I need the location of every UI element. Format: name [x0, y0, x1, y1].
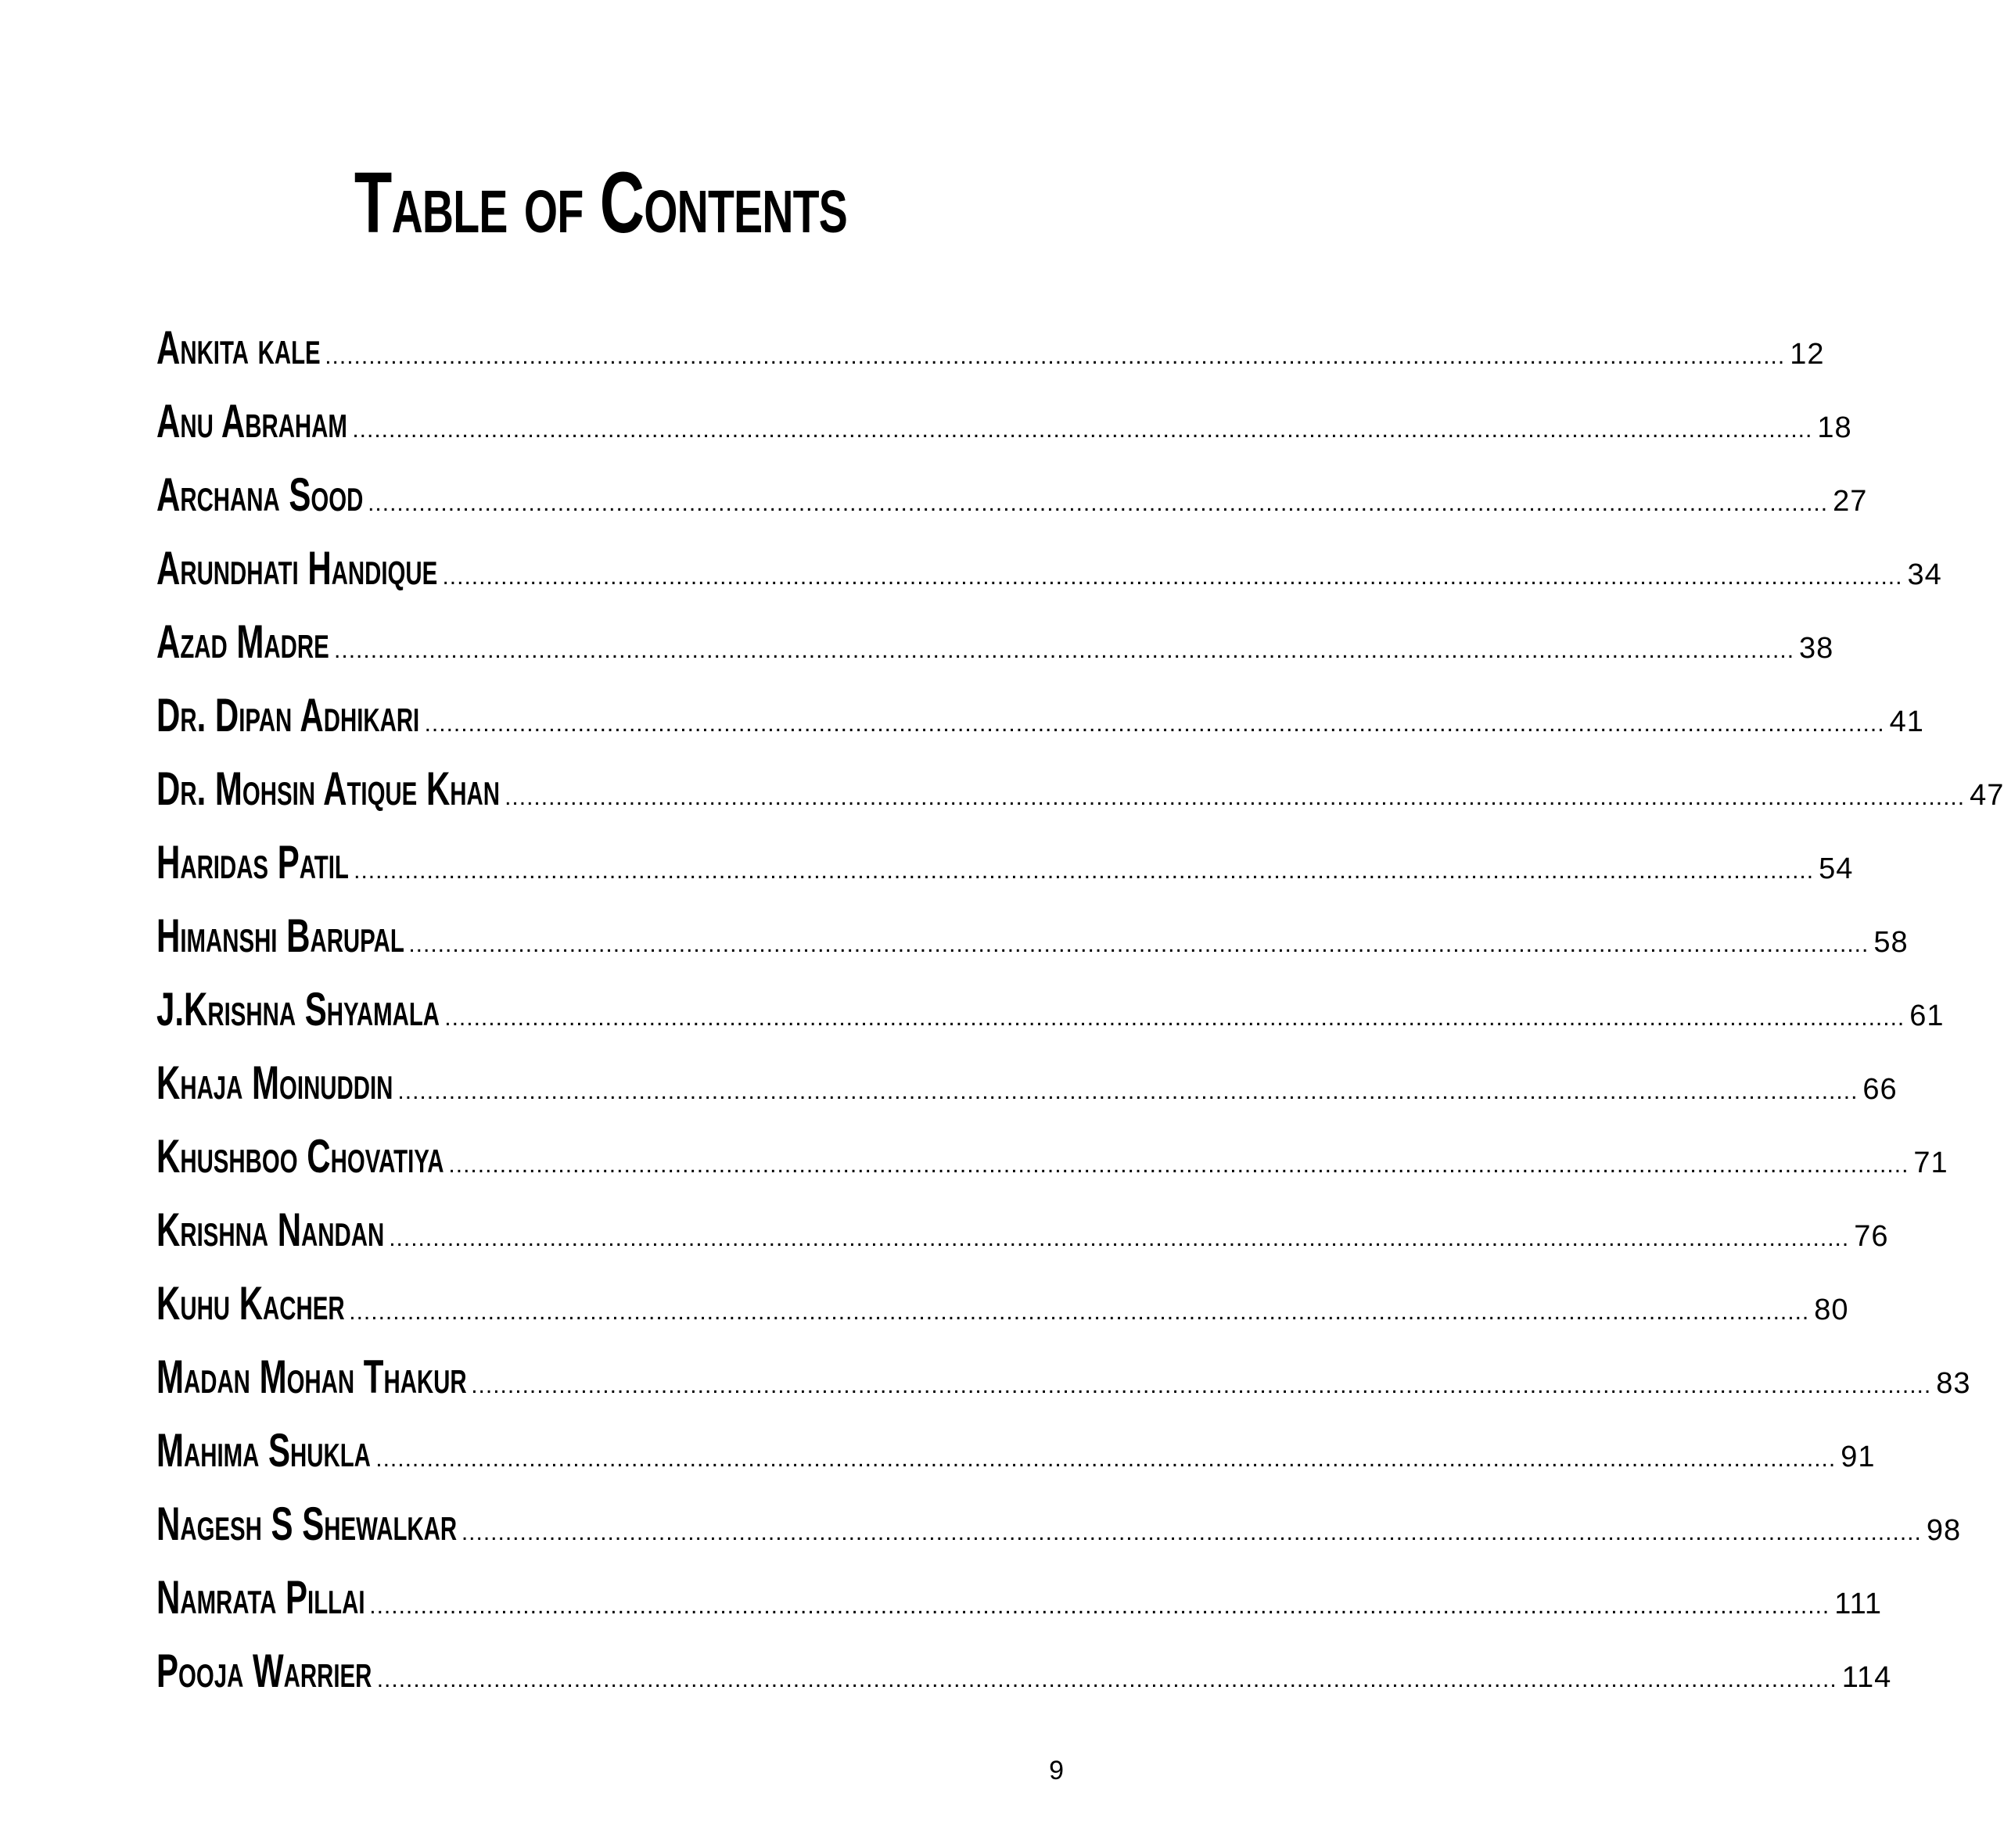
dot-leader: ........................................................................................................................................................................................................	[354, 858, 1815, 884]
toc-entry-name: Haridas Patil	[156, 836, 349, 888]
toc-entry-page: 12	[1790, 338, 1825, 371]
dot-leader: ........................................................................................................................................................................................................	[352, 417, 1813, 443]
dot-leader: ........................................................................................................................................................................................................	[368, 490, 1829, 516]
dot-leader: ........................................................................................................................................................................................................	[325, 343, 1786, 369]
dot-leader: ........................................................................................................................................................................................................	[397, 1078, 1859, 1104]
toc-entry-page: 76	[1854, 1220, 1889, 1253]
toc-entry[interactable]	[156, 468, 1868, 541]
toc-entry[interactable]	[156, 1056, 1898, 1129]
toc-entry-page: 80	[1814, 1294, 1849, 1326]
toc-entry-name: Archana Sood	[156, 468, 364, 521]
dot-leader: ........................................................................................................................................................................................................	[369, 1593, 1830, 1619]
dot-leader: ........................................................................................................................................................................................................	[375, 1446, 1837, 1472]
toc-entry[interactable]	[156, 615, 1834, 688]
toc-entry[interactable]	[156, 321, 1825, 394]
toc-entry-name: Kuhu Kacher	[156, 1277, 345, 1329]
toc-entry-name: Dr. Mohsin Atique Khan	[156, 763, 500, 815]
toc-entry[interactable]	[156, 541, 1942, 615]
toc-entry-page: 114	[1841, 1661, 1892, 1694]
toc-entry-page: 91	[1841, 1441, 1876, 1473]
toc-entry-name: Nagesh S Shewalkar	[156, 1498, 458, 1550]
page-title: Table of Contents	[354, 155, 848, 251]
dot-leader: ........................................................................................................................................................................................................	[444, 1005, 1905, 1031]
dot-leader: ........................................................................................................................................................................................................	[471, 1373, 1932, 1398]
toc-entry[interactable]	[156, 762, 2004, 835]
toc-entry-name: Ankita kale	[156, 321, 321, 374]
dot-leader: ........................................................................................................................................................................................................	[461, 1520, 1922, 1545]
toc-entry[interactable]	[156, 688, 1924, 762]
toc-entry[interactable]	[156, 1423, 1876, 1497]
page-number: 9	[1049, 1756, 1064, 1785]
toc-entry-page: 61	[1909, 999, 1945, 1032]
toc-list	[156, 321, 2004, 1717]
toc-entry-name: Khaja Moinuddin	[156, 1057, 393, 1109]
toc-entry-name: Dr. Dipan Adhikari	[156, 689, 420, 741]
toc-entry[interactable]	[156, 394, 1852, 468]
toc-entry-name: Arundhati Handique	[156, 542, 438, 594]
toc-entry-name: Madan Mohan Thakur	[156, 1351, 467, 1403]
toc-entry-page: 27	[1833, 485, 1868, 518]
dot-leader: ........................................................................................................................................................................................................	[424, 711, 1885, 737]
dot-leader: ........................................................................................................................................................................................................	[442, 564, 1903, 590]
toc-entry-name: Krishna Nandan	[156, 1204, 385, 1256]
toc-entry[interactable]	[156, 1570, 1883, 1644]
toc-entry[interactable]	[156, 982, 1945, 1056]
toc-entry-page: 38	[1799, 632, 1834, 665]
toc-entry-name: J.Krishna Shyamala	[156, 983, 440, 1035]
toc-entry-page: 71	[1913, 1146, 1948, 1179]
dot-leader: ........................................................................................................................................................................................................	[505, 784, 1966, 810]
toc-entry-page: 66	[1862, 1073, 1898, 1106]
dot-leader: ........................................................................................................................................................................................................	[334, 637, 1795, 663]
dot-leader: ........................................................................................................................................................................................................	[389, 1225, 1850, 1251]
toc-entry[interactable]	[156, 1497, 1962, 1570]
toc-entry[interactable]	[156, 909, 1909, 982]
toc-entry[interactable]	[156, 1644, 1892, 1717]
toc-entry-page: 54	[1819, 852, 1854, 885]
dot-leader: ........................................................................................................................................................................................................	[448, 1152, 1909, 1178]
toc-entry-page: 47	[1970, 779, 2004, 812]
toc-entry[interactable]	[156, 1203, 1889, 1276]
toc-entry-page: 58	[1873, 926, 1909, 959]
toc-entry-page: 18	[1817, 411, 1852, 444]
toc-entry-page: 83	[1936, 1367, 1971, 1400]
dot-leader: ........................................................................................................................................................................................................	[376, 1667, 1837, 1692]
dot-leader: ........................................................................................................................................................................................................	[349, 1299, 1810, 1325]
toc-entry-page: 98	[1926, 1514, 1962, 1547]
toc-entry[interactable]	[156, 1350, 1971, 1423]
toc-entry-name: Anu Abraham	[156, 395, 347, 447]
toc-entry-page: 111	[1834, 1588, 1883, 1620]
toc-entry-page: 34	[1907, 558, 1942, 591]
toc-entry[interactable]	[156, 1129, 1948, 1203]
toc-entry-name: Mahima Shukla	[156, 1424, 371, 1477]
toc-entry-name: Khushboo Chovatiya	[156, 1130, 444, 1182]
toc-entry-name: Himanshi Barupal	[156, 910, 404, 962]
dot-leader: ........................................................................................................................................................................................................	[408, 931, 1869, 957]
toc-entry-page: 41	[1889, 705, 1924, 738]
toc-entry-name: Azad Madre	[156, 615, 329, 668]
toc-entry[interactable]	[156, 835, 1854, 909]
toc-entry-name: Pooja Warrier	[156, 1645, 372, 1697]
toc-entry-name: Namrata Pillai	[156, 1571, 365, 1624]
toc-entry[interactable]	[156, 1276, 1849, 1350]
